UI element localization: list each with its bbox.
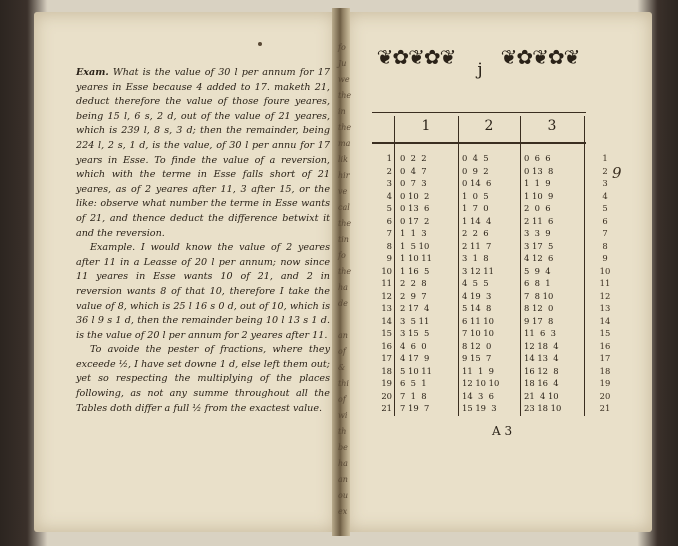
row-number: 6 [386,215,392,226]
edge-text-fragment: the [338,123,352,132]
edge-text-fragment: the [338,267,352,276]
margin-number: 3 [602,178,608,188]
margin-number: 17 [599,353,611,363]
margin-number: 11 [599,278,611,288]
table-cell: 2 2 6 [462,228,489,238]
table-cell: 0 9 2 [462,165,489,176]
table-cell: 0 14 6 [462,178,492,188]
column-divider [394,116,395,416]
margin-number: 19 [599,378,611,388]
margin-number: 14 [599,315,611,326]
ink-spot [258,42,262,46]
table-cell: 8 12 0 [524,303,554,313]
row-number: 18 [381,365,392,376]
edge-text-fragment: hir [338,171,350,180]
table-cell: 7 19 7 [400,403,430,413]
paragraph-example-1 [76,66,330,241]
margin-number: 8 [602,240,608,251]
edge-text-fragment: an [338,475,348,484]
table-cell: 0 4 7 [400,165,427,176]
table-cell: 0 4 5 [462,153,489,163]
table-cell: 0 2 2 [400,153,427,163]
table-cell: 1 5 10 [400,240,430,251]
table-cell: 1 16 5 [400,265,430,276]
table-cell: 8 12 0 [462,340,492,351]
column-head-3: 3 [547,118,557,134]
margin-number: 4 [602,190,608,201]
row-number: 7 [386,228,392,238]
table-cell: 11 1 9 [462,365,494,376]
edge-text-fragment: wi [338,411,348,420]
row-number: 20 [381,390,392,401]
table-head-rule [372,142,586,144]
row-number: 17 [381,353,392,363]
table-cell: 1 10 9 [524,190,554,201]
table-column-1 [400,152,432,415]
table-cell: 0 13 8 [524,165,554,176]
table-cell: 1 14 4 [462,215,492,226]
margin-number: 6 [602,215,608,226]
table-cell: 12 18 4 [524,340,559,351]
right-margin-numbers [594,152,616,415]
table-cell: 4 12 6 [524,253,554,263]
edge-text-fragment: Ju [338,59,347,68]
table-cell: 2 11 7 [462,240,492,251]
margin-number: 10 [599,265,611,276]
row-number: 19 [381,378,392,388]
table-cell: 16 12 8 [524,365,559,376]
margin-number: 7 [602,228,608,238]
margin-number: 5 [602,203,608,213]
table-cell: 1 0 5 [462,190,489,201]
edge-text-fragment: th [338,427,347,436]
column-divider [584,116,585,416]
table-cell: 0 13 6 [400,203,430,213]
table-cell: 6 8 1 [524,278,551,288]
signature-foot: A 3 [492,424,513,438]
margin-number: 13 [599,303,611,313]
edge-text-fragment: ou [338,491,348,500]
table-cell: 9 15 7 [462,353,492,363]
signature-mark-head: j [477,60,483,80]
table-cell: 5 10 11 [400,365,432,376]
table-cell: 2 9 7 [400,290,427,301]
row-number: 8 [386,240,392,251]
table-cell: 14 13 4 [524,353,559,363]
row-number: 4 [386,190,392,201]
table-cell: 7 10 10 [462,328,494,338]
edge-text-fragment: the [338,91,352,100]
row-number: 13 [381,303,392,313]
table-cell: 2 17 4 [400,303,430,313]
margin-number: 21 [599,403,611,413]
table-cell: 3 1 8 [462,253,489,263]
margin-number: 18 [599,365,611,376]
table-cell: 0 10 2 [400,190,430,201]
table-cell: 1 7 0 [462,203,489,213]
edge-text-fragment: the [338,219,352,228]
edge-text-fragment: thi [338,379,349,388]
edge-text-fragment: be [338,443,348,452]
table-cell: 1 10 11 [400,253,432,263]
edge-text-fragment: fo [338,251,346,260]
edge-text-fragment: ve [338,187,348,196]
edge-text-fragment: tin [338,235,349,244]
table-cell: 6 5 1 [400,378,427,388]
margin-number: 15 [599,328,611,338]
row-number: 10 [381,265,392,276]
edge-text-fragment: de [338,299,348,308]
edge-text-fragment: of [338,347,346,356]
margin-number: 9 [602,253,608,263]
exam-label: Exam. [76,67,109,78]
paragraph-fractions-note: To avoide the pester of fractions, where they exceede ½, I have set downe 1 d, else left them out; yet so respecting the multiplying of the places following, as not any summe throughout all the Tables doth differ a full ½ from the exactest value. [76,344,330,414]
row-number: 15 [381,328,392,338]
table-cell: 0 7 3 [400,178,427,188]
table-cell: 23 18 10 [524,403,562,413]
table-cell: 6 11 10 [462,315,494,326]
row-number: 11 [381,278,392,288]
table-cell: 4 5 5 [462,278,489,288]
table-cell: 4 19 3 [462,290,492,301]
margin-number: 20 [599,390,611,401]
edge-text-fragment: an [338,331,348,340]
table-cell: 7 1 8 [400,390,427,401]
table-cell: 2 0 6 [524,203,551,213]
page-number-mark: 9 [612,164,622,182]
row-number: 5 [386,203,392,213]
row-number: 9 [386,253,392,263]
row-numbers [372,152,392,415]
column-divider [520,116,521,416]
margin-number: 1 [602,153,608,163]
facing-page-edge-text [338,40,358,516]
row-number: 21 [381,403,392,413]
row-number: 14 [381,315,392,326]
edge-text-fragment: ma [338,139,351,148]
table-cell: 1 1 9 [524,178,551,188]
left-page-text [76,66,330,416]
edge-text-fragment [338,312,358,328]
table-cell: 0 6 6 [524,153,551,163]
table-cell: 2 11 6 [524,215,554,226]
edge-text-fragment: fo [338,43,346,52]
ornament-left: ❦✿❦✿❦ [376,45,456,69]
table-cell: 3 5 11 [400,315,430,326]
table-cell: 3 17 5 [524,240,554,251]
table-cell: 1 1 3 [400,228,427,238]
table-cell: 3 12 11 [462,265,494,276]
edge-text-fragment: we [338,75,350,84]
table-column-2 [462,152,499,415]
margin-number: 12 [599,290,611,301]
table-cell: 7 8 10 [524,290,554,301]
table-top-rule [372,112,586,113]
column-head-2: 2 [484,118,494,134]
table-cell: 5 9 4 [524,265,551,276]
table-cell: 14 3 6 [462,390,494,401]
margin-number: 16 [599,340,611,351]
margin-number: 2 [602,165,608,176]
table-cell: 21 4 10 [524,390,559,401]
edge-text-fragment: of [338,395,346,404]
row-number: 16 [381,340,392,351]
edge-text-fragment: lik [338,155,348,164]
table-cell: 9 17 8 [524,315,554,326]
table-cell: 5 14 8 [462,303,492,313]
edge-text-fragment: & [338,363,346,372]
table-cell: 18 16 4 [524,378,559,388]
ornament-right: ❦✿❦✿❦ [500,45,580,69]
table-cell: 2 2 8 [400,278,427,288]
row-number: 1 [386,153,392,163]
edge-text-fragment: ha [338,283,348,292]
table-cell: 15 19 3 [462,403,497,413]
row-number: 2 [386,165,392,176]
edge-text-fragment: ha [338,459,348,468]
paragraph-example-2: Example. I would know the value of 2 yeares after 11 in a Leasse of 20 l per annum; now since 11 yeares in Esse wants 10 of 21, and 2 in reversion wants 8 of that 10, therefore I take the value of 8, which is 25 l 16 s 0 d, out of 10, which is 36 l 9 s 1 d, then the remainder being 10 l 13 s 1 d. is the value of 20 l per annum for 2 yeares after 11. [76,242,330,341]
edge-text-fragment: in [338,107,346,116]
column-head-1: 1 [421,118,431,134]
row-number: 3 [386,178,392,188]
table-cell: 4 17 9 [400,353,430,363]
table-cell: 0 17 2 [400,215,430,226]
table-cell: 4 6 0 [400,340,427,351]
edge-text-fragment: ex [338,507,348,516]
value-table [372,108,586,418]
table-cell: 11 6 3 [524,328,556,338]
table-column-3 [524,152,561,415]
row-number: 12 [381,290,392,301]
table-cell: 3 15 5 [400,328,430,338]
paragraph-text: What is the value of 30 l per annum for 17 yeares in Esse because 4 added to 17. maketh 21, deduct therefore the value of those foure yeares, being 15 l, 6 s, 2 d, out of the value of 21 yeares, which is 239 l, 8 s, 3 d; then the remainder, being 224 l, 2 s, 1 d, is the value, of 30 l per annu for 17 years in Esse. To finde the value of a reversion, which with the terme in Esse falls short of 21 yeares, as of 2 yeares after 11, 3 after 15, or the like: observe what number the terme in Esse wants of 21, and thence deduct the difference betwixt it and the reversion. [76,67,330,239]
table-cell: 3 3 9 [524,228,551,238]
table-cell: 12 10 10 [462,378,500,388]
column-divider [458,116,459,416]
edge-text-fragment: cal [338,203,350,212]
